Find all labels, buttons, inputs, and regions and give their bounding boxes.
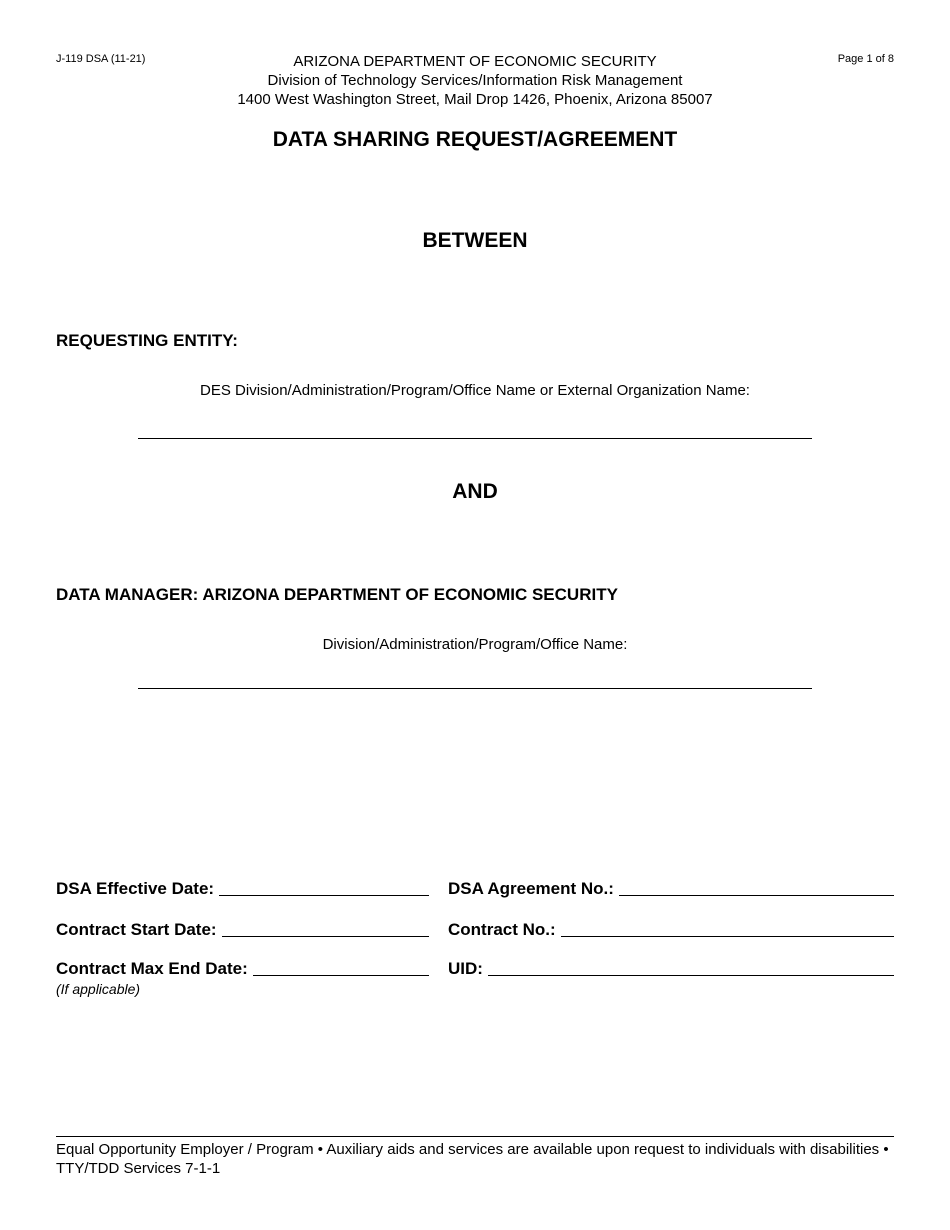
requesting-entity-name-field[interactable] [138,438,812,439]
uid-label: UID: [448,959,483,978]
dsa-effective-date-label: DSA Effective Date: [56,879,215,898]
dsa-effective-date-field[interactable] [219,894,429,896]
page-indicator: Page 1 of 8 [837,53,894,65]
dsa-agreement-no-label: DSA Agreement No.: [448,879,614,898]
dsa-agreement-no-row [448,879,894,899]
dsa-agreement-no-field[interactable] [619,894,894,896]
data-manager-caption: Division/Administration/Program/Office Name: [322,636,628,653]
form-code: J-119 DSA (11-21) [56,53,146,65]
contract-no-field[interactable] [561,935,894,937]
footer-notice: Equal Opportunity Employer / Program • Auxiliary aids and services are available upon request to individuals with disabilities • TTY/TDD Services 7-1-1 [56,1141,889,1177]
uid-row [448,959,894,979]
requesting-entity-heading: REQUESTING ENTITY: [56,331,238,350]
data-manager-heading: DATA MANAGER: ARIZONA DEPARTMENT OF ECONOMIC SECURITY [56,585,618,604]
contract-start-date-label: Contract Start Date: [56,920,217,939]
dsa-effective-date-row [56,879,429,899]
data-manager-office-field[interactable] [138,688,812,689]
uid-field[interactable] [488,974,894,976]
requesting-entity-caption: DES Division/Administration/Program/Office Name or External Organization Name: [200,382,750,399]
and-heading: AND [452,480,498,503]
agency-header [0,52,950,109]
if-applicable-note: (If applicable) [56,981,141,997]
contract-max-end-date-field[interactable] [253,974,429,976]
document-title: DATA SHARING REQUEST/AGREEMENT [272,128,678,151]
between-heading: BETWEEN [422,229,528,252]
contract-no-label: Contract No.: [448,920,556,939]
contract-start-date-row [56,920,429,940]
agency-address: 1400 West Washington Street, Mail Drop 1426, Phoenix, Arizona 85007 [237,91,713,108]
contract-max-end-date-label: Contract Max End Date: [56,959,248,978]
contract-start-date-field[interactable] [222,935,429,937]
agency-name: ARIZONA DEPARTMENT OF ECONOMIC SECURITY [293,53,657,70]
division-name: Division of Technology Services/Information Risk Management [267,72,683,89]
footer-divider [56,1136,894,1137]
contract-no-row [448,920,894,940]
contract-max-end-date-row [56,959,429,979]
